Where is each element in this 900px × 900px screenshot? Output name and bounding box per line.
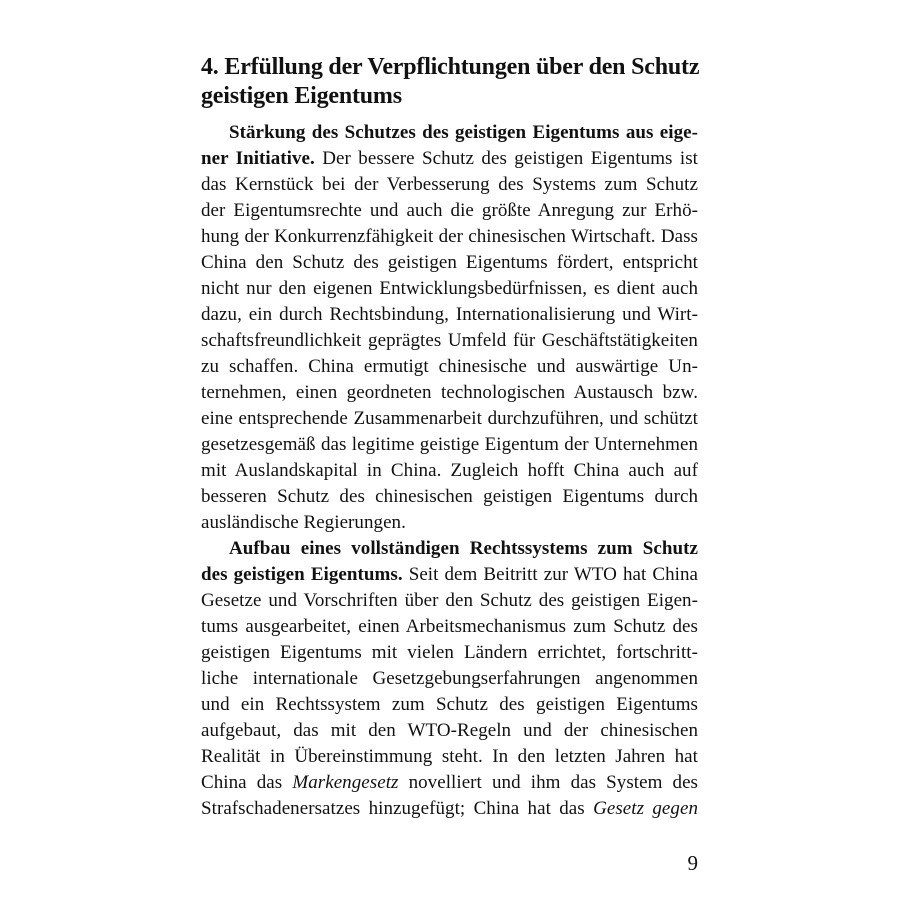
text-line: liche internationale Gesetzgebungserfahrungen angenommen — [201, 668, 698, 689]
text-line: geistigen Eigentums mit vielen Ländern errichtet, fortschritt- — [201, 642, 698, 663]
text-fragment: novelliert und ihm das System des — [398, 772, 699, 793]
body-text — [201, 120, 698, 822]
heading-line-2: geistigen Eigentums — [201, 83, 402, 109]
text-fragment: Strafschadenersatzes hinzugefügt; China hat das — [201, 798, 594, 819]
text-line: tums ausgearbeitet, einen Arbeitsmechanismus zum Schutz des — [201, 616, 698, 637]
text-fragment: China das — [201, 772, 293, 793]
text-fragment: Seit dem Beitritt zur WTO hat China — [402, 564, 699, 585]
text-line: China den Schutz des geistigen Eigentums fördert, entspricht — [201, 252, 698, 273]
paragraph-lead-bold: des geistigen Eigentums. — [201, 564, 403, 585]
paragraph-lead-bold: Aufbau eines vollständigen Rechtssystems zum Schutz — [229, 538, 698, 559]
paragraph-legal-system — [201, 536, 698, 822]
heading-line-1: 4. Erfüllung der Verpflichtungen über den Schutz — [201, 54, 700, 80]
text-fragment: Der bessere Schutz des geistigen Eigentums ist — [314, 148, 698, 169]
text-line — [201, 146, 698, 172]
text-line: der Eigentumsrechte und auch die größte Anregung zur Erhö- — [201, 200, 698, 221]
text-line: schaftsfreundlichkeit geprägtes Umfeld für Geschäftstätigkeiten — [201, 330, 698, 351]
law-title-italic: Gesetz gegen — [593, 798, 698, 819]
text-line: aufgebaut, das mit den WTO-Regeln und der chinesischen — [201, 720, 698, 741]
text-line: hung der Konkurrenzfähigkeit der chinesischen Wirtschaft. Dass — [201, 226, 698, 247]
paragraph-lead-bold: ner Initiative. — [201, 148, 315, 169]
text-line: Gesetze und Vorschriften über den Schutz des geistigen Eigen- — [201, 590, 698, 611]
text-line: dazu, ein durch Rechtsbindung, Internationalisierung und Wirt- — [201, 304, 698, 325]
page-number: 9 — [687, 851, 698, 875]
text-line: gesetzesgemäß das legitime geistige Eigentum der Unternehmen — [201, 434, 698, 455]
text-line: besseren Schutz des chinesischen geistigen Eigentums durch — [201, 486, 698, 507]
text-line: eine entsprechende Zusammenarbeit durchzuführen, und schützt — [201, 408, 698, 429]
text-line: das Kernstück bei der Verbesserung des Systems zum Schutz — [201, 174, 698, 195]
law-title-italic: Markengesetz — [292, 772, 399, 793]
paragraph-lead-bold: Stärkung des Schutzes des geistigen Eigentums aus eige- — [229, 122, 698, 143]
text-line: Realität in Übereinstimmung steht. In den letzten Jahren hat — [201, 746, 698, 767]
paragraph-protection-initiative — [201, 120, 698, 536]
text-line: zu schaffen. China ermutigt chinesische und auswärtige Un- — [201, 356, 698, 377]
text-line — [201, 562, 698, 588]
text-line: nicht nur den eigenen Entwicklungsbedürfnissen, es dient auch — [201, 278, 698, 299]
book-page — [201, 0, 698, 900]
text-line: ausländische Regierungen. — [201, 512, 406, 533]
section-heading — [201, 53, 698, 111]
text-line: mit Auslandskapital in China. Zugleich hofft China auch auf — [201, 460, 698, 481]
text-line: ternehmen, einen geordneten technologischen Austausch bzw. — [201, 382, 698, 403]
text-line: und ein Rechtssystem zum Schutz des geistigen Eigentums — [201, 694, 698, 715]
text-line — [201, 796, 698, 822]
text-line — [201, 770, 698, 796]
